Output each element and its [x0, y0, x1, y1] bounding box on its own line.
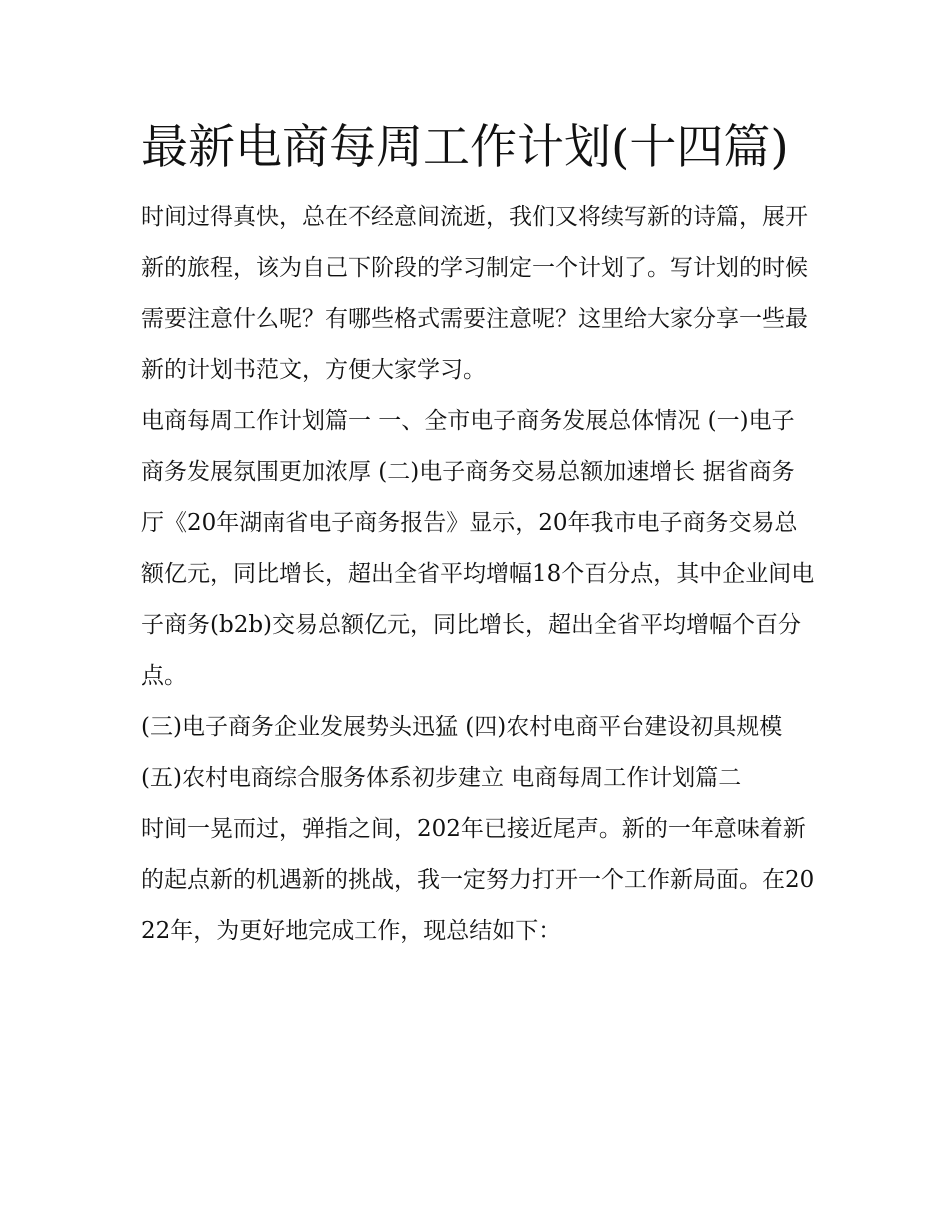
document-page — [141, 112, 817, 957]
paragraph-plan-two: 时间一晃而过，弹指之间，202年已接近尾声。新的一年意味着新的起点新的机遇新的挑战，我一定努力打开一个工作新局面。在2022年，为更好地完成工作，现总结如下： — [141, 816, 815, 944]
document-title: 最新电商每周工作计划(十四篇) — [141, 120, 789, 175]
paragraph-plan-one-items: (三)电子商务企业发展势头迅猛 (四)农村电商平台建设初具规模 (五)农村电商综合服务体系初步建立 电商每周工作计划篇二 — [141, 714, 783, 791]
paragraph-plan-one: 电商每周工作计划篇一 一、全市电子商务发展总体情况 (一)电子商务发展氛围更加浓厚 (二)电子商务交易总额加速增长 据省商务厅《20年湖南省电子商务报告》显示，20年我市电子商务交易总额亿元，同比增长，超出全省平均增幅18个百分点，其中企业间电子商务(b2b)交易总额亿元，同比增长，超出全省平均增幅个百分点。 — [141, 408, 815, 689]
paragraph-intro: 时间过得真快，总在不经意间流逝，我们又将续写新的诗篇，展开新的旅程，该为自己下阶段的学习制定一个计划了。写计划的时候需要注意什么呢？有哪些格式需要注意呢？这里给大家分享一些最新的计划书范文，方便大家学习。 — [141, 204, 808, 383]
